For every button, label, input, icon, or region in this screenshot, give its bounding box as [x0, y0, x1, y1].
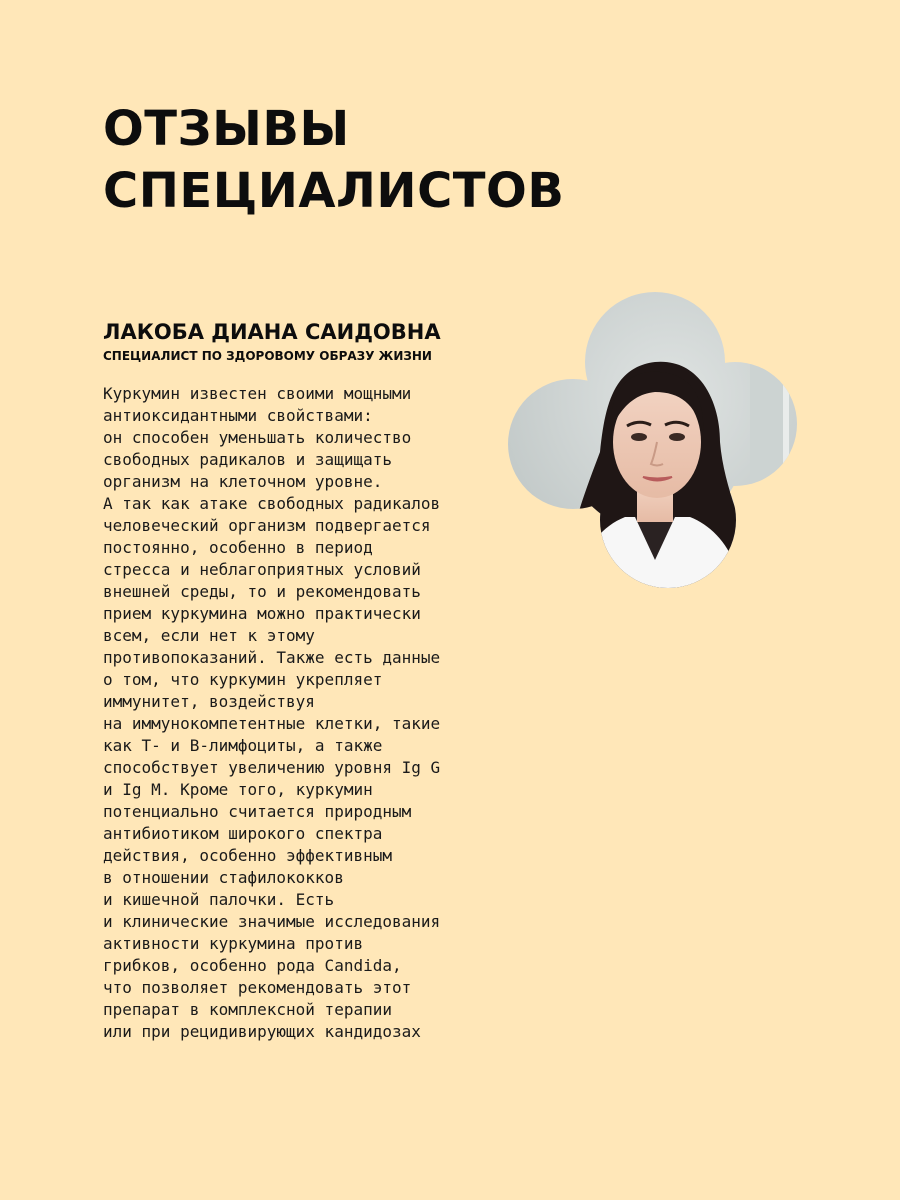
- review-line: или при рецидивирующих кандидозах: [103, 1022, 421, 1041]
- review-line: действия, особенно эффективным: [103, 846, 392, 865]
- review-line: прием куркумина можно практически: [103, 604, 421, 623]
- review-line: в отношении стафилококков: [103, 868, 344, 887]
- review-line: постоянно, особенно в период: [103, 538, 373, 557]
- review-line: как Т- и В-лимфоциты, а также: [103, 736, 383, 755]
- specialist-name: ЛАКОБА ДИАНА САИДОВНА: [103, 320, 441, 344]
- page-title-line-1: ОТЗЫВЫ: [103, 101, 350, 157]
- page-title: [103, 98, 564, 222]
- review-line: активности куркумина против: [103, 934, 364, 953]
- review-text: [103, 383, 493, 1043]
- specialist-portrait: [505, 292, 805, 592]
- review-line: препарат в комплексной терапии: [103, 1000, 392, 1019]
- specialist-role: СПЕЦИАЛИСТ ПО ЗДОРОВОМУ ОБРАЗУ ЖИЗНИ: [103, 349, 432, 363]
- review-line: стресса и неблагоприятных условий: [103, 560, 421, 579]
- review-line: и Ig M. Кроме того, куркумин: [103, 780, 373, 799]
- review-line: способствует увеличению уровня Ig G: [103, 758, 441, 777]
- review-line: о том, что куркумин укрепляет: [103, 670, 383, 689]
- review-line: и клинические значимые исследования: [103, 912, 441, 931]
- page-title-line-2: СПЕЦИАЛИСТОВ: [103, 163, 565, 219]
- review-line: всем, если нет к этому: [103, 626, 315, 645]
- review-line: человеческий организм подвергается: [103, 516, 431, 535]
- review-line: противопоказаний. Также есть данные: [103, 648, 441, 667]
- review-line: что позволяет рекомендовать этот: [103, 978, 412, 997]
- review-line: на иммунокомпетентные клетки, такие: [103, 714, 441, 733]
- review-line: организм на клеточном уровне.: [103, 472, 383, 491]
- review-line: и кишечной палочки. Есть: [103, 890, 335, 909]
- review-line: иммунитет, воздействуя: [103, 692, 315, 711]
- review-line: он способен уменьшать количество: [103, 428, 412, 447]
- review-line: А так как атаке свободных радикалов: [103, 494, 441, 513]
- review-line: потенциально считается природным: [103, 802, 412, 821]
- review-line: грибков, особенно рода Candida,: [103, 956, 402, 975]
- review-line: свободных радикалов и защищать: [103, 450, 392, 469]
- review-line: Куркумин известен своими мощными: [103, 384, 412, 403]
- review-line: антибиотиком широкого спектра: [103, 824, 383, 843]
- review-line: антиоксидантными свойствами:: [103, 406, 373, 425]
- review-line: внешней среды, то и рекомендовать: [103, 582, 421, 601]
